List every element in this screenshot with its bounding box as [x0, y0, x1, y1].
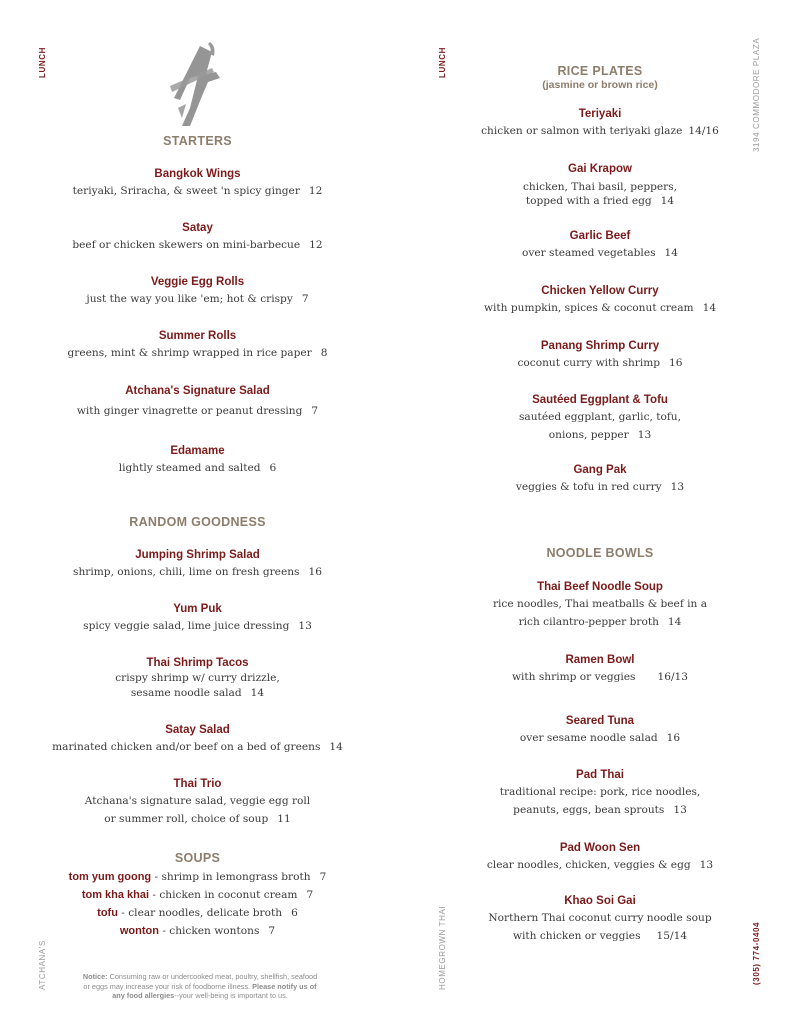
- menu-item: [50, 722, 345, 756]
- soup-item: [45, 868, 350, 886]
- menu-item: [460, 161, 740, 208]
- address-label: 3194 COMMODORE PLAZA: [752, 37, 761, 152]
- menu-item: [50, 655, 345, 701]
- item-price: 11: [277, 813, 291, 825]
- item-description: traditional recipe: pork, rice noodles,: [499, 786, 701, 798]
- menu-item: [460, 579, 740, 631]
- item-description: with chicken or veggies: [512, 930, 641, 942]
- item-name: Bangkok Wings: [154, 168, 241, 180]
- menu-item: [460, 840, 740, 874]
- item-price: 13: [673, 804, 687, 816]
- menu-item: [460, 338, 740, 372]
- brush-stroke-logo-icon: [160, 38, 230, 128]
- item-description: spicy veggie salad, lime juice dressing: [83, 620, 290, 632]
- notice-text: Consuming raw or undercooked meat, poultry, shellfish, seafood or eggs may increase your risk of foodborne illness.: [83, 972, 318, 991]
- noodle-bowls-heading: NOODLE BOWLS: [546, 546, 654, 560]
- item-price: 12: [308, 185, 323, 197]
- item-price: 8: [320, 347, 328, 359]
- item-description: sesame noodle salad: [130, 687, 242, 699]
- starters-heading: STARTERS: [163, 134, 232, 148]
- notice-label: Notice:: [82, 972, 108, 981]
- item-name: Pad Thai: [576, 769, 624, 781]
- item-description: onions, pepper: [548, 429, 629, 441]
- menu-item: [460, 713, 740, 747]
- item-description: beef or chicken skewers on mini-barbecue: [72, 239, 301, 251]
- item-name: Chicken Yellow Curry: [541, 285, 659, 297]
- item-name: Panang Shrimp Curry: [540, 340, 660, 352]
- item-description: shrimp, onions, chili, lime on fresh greens: [73, 566, 300, 578]
- item-description: with ginger vinagrette or peanut dressing: [76, 405, 303, 417]
- item-price: 7: [306, 889, 314, 901]
- item-price: 13: [699, 859, 714, 871]
- tagline-label: HOMEGROWN THAI: [438, 905, 447, 990]
- menu-item: [460, 228, 740, 262]
- soup-item: [45, 922, 350, 940]
- soup-description: - shrimp in lemongrass broth: [151, 871, 311, 883]
- item-price: 14: [329, 741, 343, 753]
- menu-item: [50, 547, 345, 581]
- soup-description: - clear noodles, delicate broth: [117, 907, 283, 919]
- item-description: veggies & tofu in red curry: [515, 481, 662, 493]
- item-name: Gang Pak: [573, 464, 627, 476]
- item-price: 16/13: [657, 671, 689, 683]
- soups-heading: SOUPS: [174, 851, 221, 865]
- soup-item: [45, 904, 350, 922]
- item-name: Garlic Beef: [569, 230, 631, 242]
- item-name: Yum Puk: [173, 603, 222, 615]
- soup-name: wonton: [119, 925, 159, 937]
- menu-item: [50, 776, 345, 828]
- notice-bold-text: Please notify us of any food allergies: [112, 981, 317, 1000]
- item-name: Atchana's Signature Salad: [125, 385, 270, 397]
- item-name: Seared Tuna: [565, 715, 635, 727]
- item-price: 13: [670, 481, 685, 493]
- item-description: sautéed eggplant, garlic, tofu,: [518, 411, 681, 423]
- item-description: chicken, Thai basil, peppers,: [522, 181, 678, 193]
- item-description: with shrimp or veggies: [511, 671, 636, 683]
- item-description: chicken or salmon with teriyaki glaze: [481, 125, 683, 137]
- soup-name: tom kha khai: [81, 889, 150, 901]
- item-price: 13: [298, 620, 312, 632]
- menu-item: [460, 283, 740, 317]
- item-description: clear noodles, chicken, veggies & egg: [486, 859, 691, 871]
- item-description: marinated chicken and/or beef on a bed of greens: [52, 741, 321, 753]
- item-name: Satay Salad: [165, 724, 230, 736]
- item-price: 16: [308, 566, 322, 578]
- lunch-side-label: LUNCH: [438, 47, 447, 78]
- item-name: Gai Krapow: [568, 163, 632, 175]
- menu-item: [460, 893, 740, 945]
- soup-name: tom yum goong: [68, 871, 152, 883]
- item-price: 14: [250, 687, 265, 699]
- item-description: greens, mint & shrimp wrapped in rice paper: [67, 347, 312, 359]
- item-name: Thai Beef Noodle Soup: [537, 581, 663, 593]
- soup-item: [45, 886, 350, 904]
- item-description: peanuts, eggs, bean sprouts: [513, 804, 665, 816]
- item-price: 7: [319, 871, 327, 883]
- item-description: Northern Thai coconut curry noodle soup: [488, 912, 712, 924]
- item-price: 14: [660, 195, 675, 207]
- item-price: 7: [268, 925, 276, 937]
- item-description: over steamed vegetables: [521, 247, 656, 259]
- brand-label: ATCHANA'S: [38, 940, 47, 990]
- item-price: 13: [637, 429, 652, 441]
- item-name: Thai Trio: [173, 778, 222, 790]
- item-name: Edamame: [170, 445, 225, 457]
- item-price: 7: [311, 405, 319, 417]
- item-price: 14: [664, 247, 679, 259]
- rice-plates-subtitle: (jasmine or brown rice): [542, 79, 658, 91]
- item-description: lightly steamed and salted: [118, 462, 261, 474]
- item-name: Veggie Egg Rolls: [150, 276, 245, 288]
- soup-description: - chicken wontons: [158, 925, 260, 937]
- item-price: 16: [669, 357, 683, 369]
- menu-item: [50, 166, 345, 200]
- item-name: Ramen Bowl: [565, 654, 635, 666]
- item-name: Pad Woon Sen: [559, 842, 641, 854]
- item-description: coconut curry with shrimp: [517, 357, 661, 369]
- lunch-side-label: LUNCH: [38, 47, 47, 78]
- menu-item: [50, 383, 345, 420]
- item-description: teriyaki, Sriracha, & sweet 'n spicy ginger: [72, 185, 300, 197]
- item-name: Thai Shrimp Tacos: [146, 657, 249, 669]
- item-name: Khao Soi Gai: [564, 895, 636, 907]
- item-price: 15/14: [656, 930, 688, 942]
- item-description: with pumpkin, spices & coconut cream: [483, 302, 694, 314]
- item-price: 6: [269, 462, 277, 474]
- soup-name: tofu: [97, 907, 118, 919]
- menu-item: [460, 392, 740, 444]
- menu-item: [460, 462, 740, 496]
- item-name: Sautéed Eggplant & Tofu: [532, 394, 668, 406]
- menu-item: [50, 220, 345, 254]
- item-description: rice noodles, Thai meatballs & beef in a: [492, 598, 708, 610]
- item-price: 14: [667, 616, 682, 628]
- soup-description: - chicken in coconut cream: [149, 889, 298, 901]
- item-price: 14/16: [688, 125, 719, 137]
- item-price: 12: [309, 239, 323, 251]
- item-description: rich cilantro-pepper broth: [518, 616, 659, 628]
- phone-label: (305) 774-0404: [752, 921, 761, 985]
- menu-item: [50, 328, 345, 362]
- menu-item: [50, 601, 345, 635]
- item-description: just the way you like 'em; hot & crispy: [86, 293, 293, 305]
- item-name: Summer Rolls: [158, 330, 237, 342]
- menu-item: [50, 274, 345, 308]
- menu-item: [50, 443, 345, 477]
- menu-item: [460, 652, 740, 686]
- menu-item: [460, 106, 740, 140]
- notice-tail: --your well-being is important to us.: [174, 991, 288, 1000]
- menu-item: [460, 767, 740, 819]
- item-description: crispy shrimp w/ curry drizzle,: [115, 672, 280, 684]
- item-description: topped with a fried egg: [525, 195, 652, 207]
- item-description: Atchana's signature salad, veggie egg roll: [84, 795, 311, 807]
- item-description: over sesame noodle salad: [519, 732, 658, 744]
- item-name: Teriyaki: [578, 108, 622, 120]
- rice-plates-heading: RICE PLATES: [557, 64, 643, 78]
- item-price: 7: [301, 293, 309, 305]
- item-price: 14: [702, 302, 717, 314]
- item-price: 16: [666, 732, 681, 744]
- allergy-notice: [80, 972, 320, 1001]
- item-name: Jumping Shrimp Salad: [135, 549, 260, 561]
- random-goodness-heading: RANDOM GOODNESS: [129, 515, 266, 529]
- item-price: 6: [291, 907, 298, 919]
- item-name: Satay: [182, 222, 213, 234]
- item-description: or summer roll, choice of soup: [104, 813, 269, 825]
